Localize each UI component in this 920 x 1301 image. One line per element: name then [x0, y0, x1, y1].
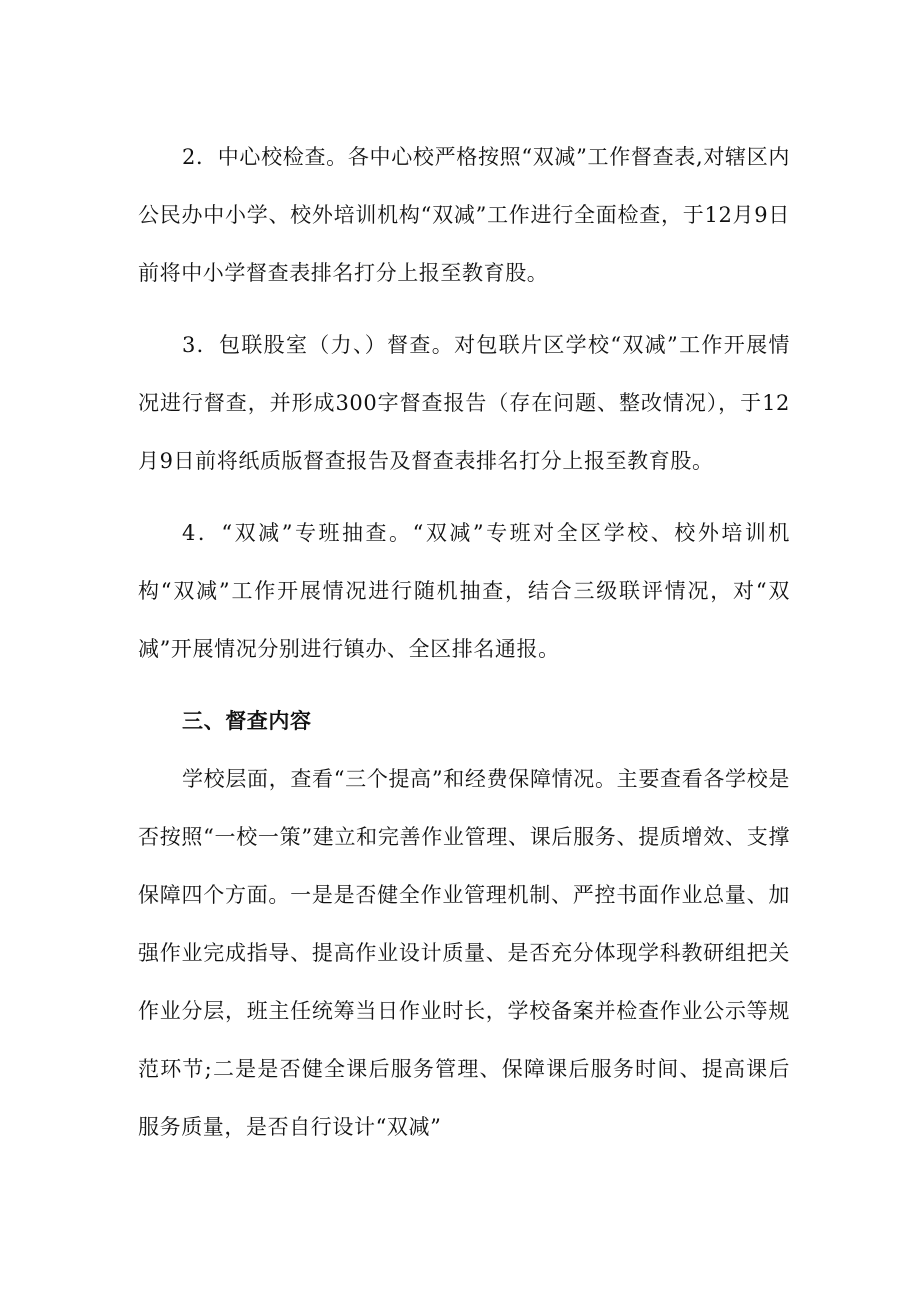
paragraph-special-team-spot-check: 4．“双减”专班抽查。“双减”专班对全区学校、校外培训机构“双减”工作开展情况进行随机抽查，结合三级联评情况，对“双减”开展情况分别进行镇办、全区排名通报。: [138, 521, 790, 661]
paragraph-school-level-content: 学校层面，查看“三个提高”和经费保障情况。主要查看各学校是否按照“一校一策”建立和完善作业管理、课后服务、提质增效、支撑保障四个方面。一是是否健全作业管理机制、严控书面作业总量、加强作业完成指导、提高作业设计质量、是否充分体现学科教研组把关作业分层，班主任统筹当日作业时长，学校备案并检查作业公示等规范环节;二是是否健全课后服务管理、保障课后服务时间、提高课后服务质量，是否自行设计“双减”: [138, 767, 790, 1139]
paragraph-center-school-inspection: 2．中心校检查。各中心校严格按照“双减”工作督查表,对辖区内公民办中小学、校外培训机构“双减”工作进行全面检查，于12月9日前将中小学督查表排名打分上报至教育股。: [138, 145, 790, 285]
paragraph-liaison-office-inspection: 3．包联股室（力、）督查。对包联片区学校“双减”工作开展情况进行督查，并形成300字督查报告（存在问题、整改情况），于12月9日前将纸质版督查报告及督查表排名打分上报至教育股。: [138, 333, 790, 473]
document-body: [138, 128, 790, 1156]
section-heading: 三、督查内容: [182, 709, 312, 733]
